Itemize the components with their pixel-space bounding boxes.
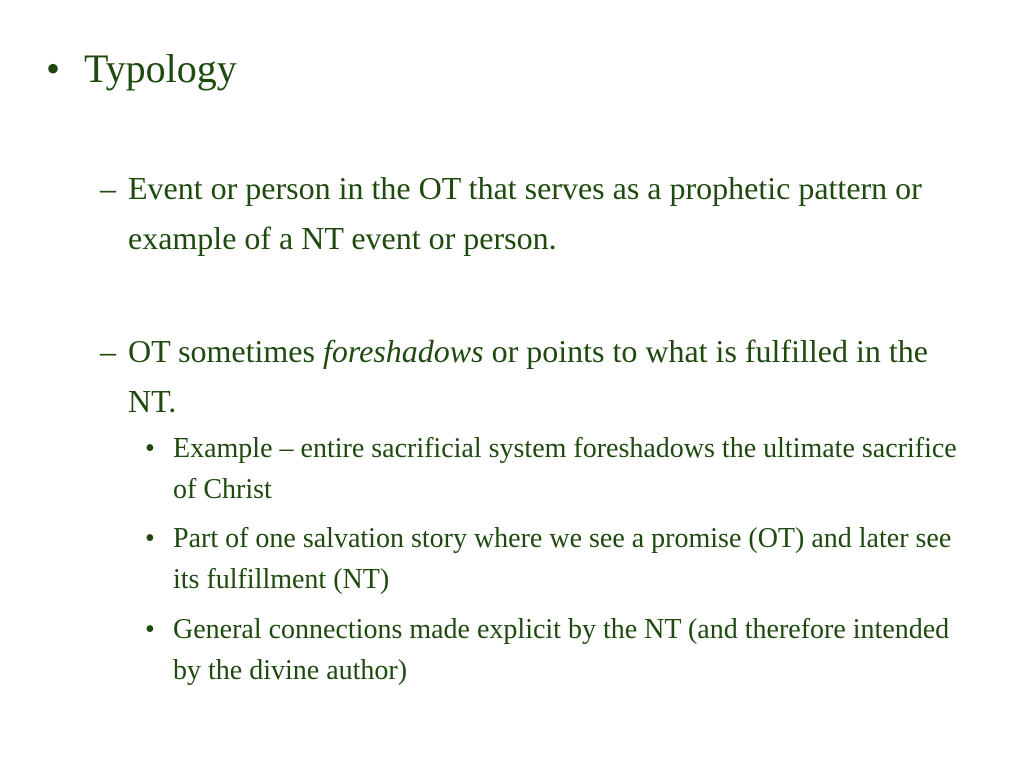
bullet-text: General connections made explicit by the NT (and therefore intended by the divine author)	[173, 614, 950, 686]
bullet-item-general-connections	[145, 609, 965, 691]
sub-point-emphasis: foreshadows	[322, 333, 484, 369]
heading-item	[46, 44, 237, 94]
bullet-marker: •	[145, 614, 155, 645]
sub-point-definition	[100, 163, 980, 263]
sub-point-text-before: OT sometimes	[128, 333, 323, 369]
sub-point-foreshadows	[100, 326, 980, 426]
bullet-marker: •	[145, 433, 155, 464]
bullet-item-salvation-story	[145, 518, 965, 600]
sub-point-dash: –	[100, 333, 116, 369]
bullet-item-example	[145, 428, 965, 510]
bullet-text: Part of one salvation story where we see a promise (OT) and later see its fulfillment (NT)	[173, 523, 952, 595]
bullet-marker: •	[145, 523, 155, 554]
sub-point-text: Event or person in the OT that serves as a prophetic pattern or example of a NT event or person.	[128, 170, 922, 256]
sub-point-text-after: or points to what is fulfilled in the NT.	[128, 333, 928, 419]
heading-bullet: •	[46, 46, 61, 91]
sub-point-text	[128, 326, 980, 426]
bullet-text: Example – entire sacrificial system foreshadows the ultimate sacrifice of Christ	[173, 433, 957, 505]
heading-text: Typology	[84, 46, 237, 91]
sub-point-dash: –	[100, 170, 116, 206]
